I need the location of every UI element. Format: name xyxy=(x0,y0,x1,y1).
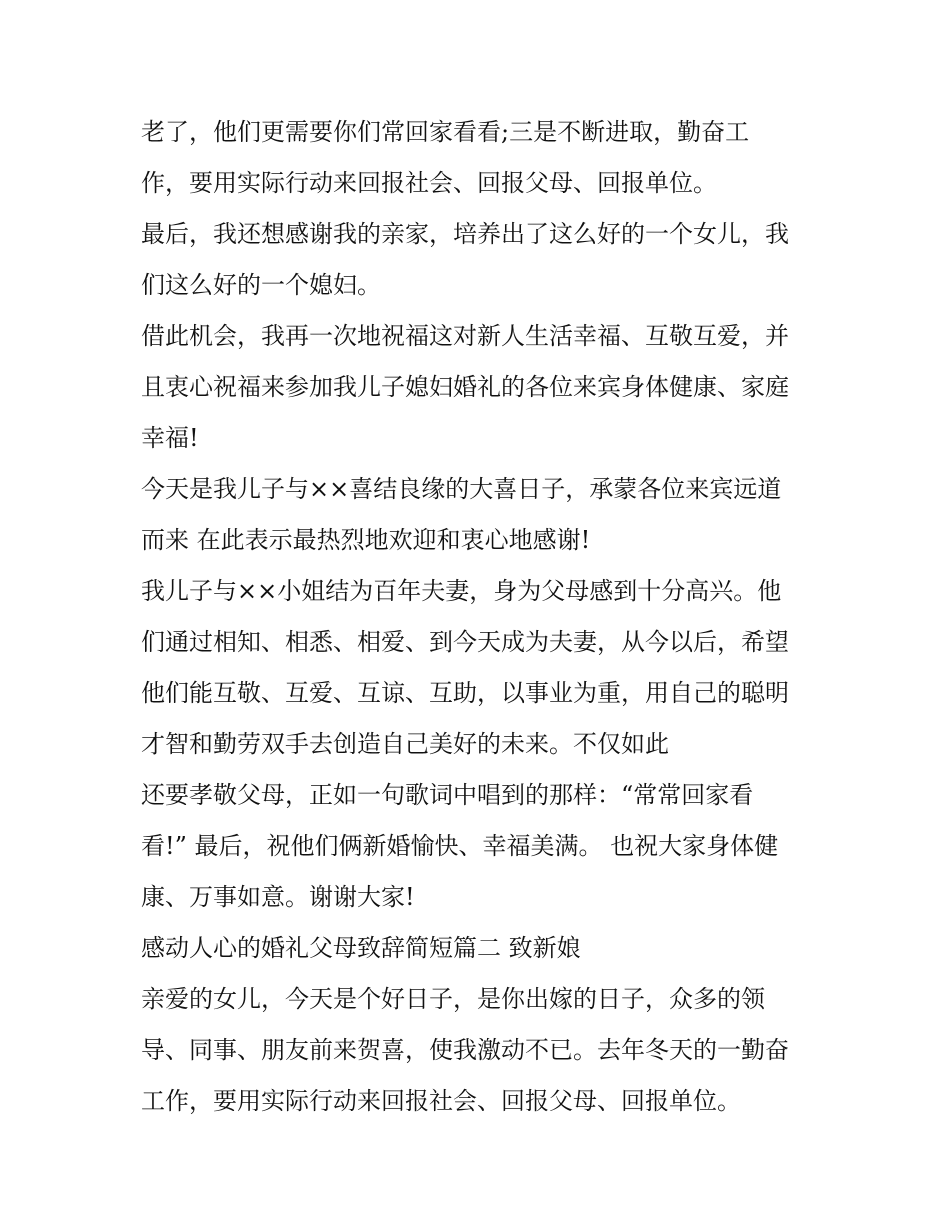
text-line-12: 他们能互敬、互爱、互谅、互助，以事业为重，用自己的聪明 xyxy=(141,679,789,707)
text-line-14: 还要孝敬父母，正如一句歌词中唱到的那样：“常常回家看 xyxy=(141,781,754,809)
text-line-13: 才智和勤劳双手去创造自己美好的未来。不仅如此 xyxy=(141,730,669,758)
text-line-2: 作，要用实际行动来回报社会、回报父母、回报单位。 xyxy=(141,169,717,197)
document-body xyxy=(141,107,841,1127)
text-line-3: 最后，我还想感谢我的亲家，培养出了这么好的一个女儿，我 xyxy=(141,220,789,248)
text-line-7: 幸福! xyxy=(141,424,199,452)
text-line-1: 老了，他们更需要你们常回家看看;三是不断进取，勤奋工 xyxy=(141,118,750,146)
text-line-15: 看!” 最后，祝他们俩新婚愉快、幸福美满。 也祝大家身体健 xyxy=(141,832,779,860)
text-line-10: 我儿子与××小姐结为百年夫妻，身为父母感到十分高兴。他 xyxy=(141,577,782,605)
text-line-6: 且衷心祝福来参加我儿子媳妇婚礼的各位来宾身体健康、家庭 xyxy=(141,373,789,401)
section-heading: 感动人心的婚礼父母致辞简短篇二 致新娘 xyxy=(141,934,581,962)
text-line-16: 康、万事如意。谢谢大家! xyxy=(141,883,415,911)
text-line-5: 借此机会，我再一次地祝福这对新人生活幸福、互敬互爱，并 xyxy=(141,322,789,350)
text-line-9: 而来 在此表示最热烈地欢迎和衷心地感谢! xyxy=(141,526,591,554)
text-line-20: 工作，要用实际行动来回报社会、回报父母、回报单位。 xyxy=(141,1087,741,1115)
text-line-8: 今天是我儿子与××喜结良缘的大喜日子，承蒙各位来宾远道 xyxy=(141,475,782,503)
text-line-4: 们这么好的一个媳妇。 xyxy=(141,271,381,299)
text-line-11: 们通过相知、相悉、相爱、到今天成为夫妻，从今以后，希望 xyxy=(141,628,789,656)
text-line-19: 导、同事、朋友前来贺喜，使我激动不已。去年冬天的一勤奋 xyxy=(141,1036,789,1064)
text-line-18: 亲爱的女儿，今天是个好日子，是你出嫁的日子，众多的领 xyxy=(141,985,765,1013)
